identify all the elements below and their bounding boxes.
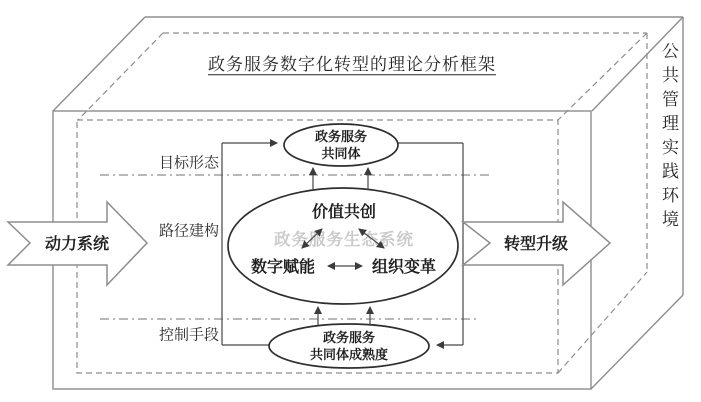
- value-cocreation-label: 价值共创: [311, 201, 377, 221]
- top-ellipse-line1: 政务服务: [314, 130, 368, 145]
- org-change-label: 组织变革: [371, 256, 437, 276]
- row-label-path-construction: 路径建构: [158, 221, 220, 240]
- bottom-ellipse-label: [310, 330, 388, 364]
- dashed-left-slant: [78, 33, 163, 120]
- bottom-ellipse-line2: 共同体成熟度: [309, 348, 389, 363]
- dashed-right-slant: [558, 33, 647, 120]
- row-label-control-means: 控制手段: [158, 325, 220, 344]
- diagram-title: 政务服务数字化转型的理论分析框架: [208, 55, 496, 76]
- watermark-text: 政务服务生态系统: [274, 230, 414, 249]
- outer-box-bottom-slant: [591, 295, 683, 389]
- digital-empowerment-label: 数字赋能: [250, 256, 316, 276]
- row-label-goal-form: 目标形态: [158, 153, 220, 172]
- dashed-bottom-slant: [558, 272, 647, 373]
- top-ellipse-label: [315, 129, 367, 163]
- dynamics-arrow-label: 动力系统: [44, 233, 110, 253]
- top-ellipse-line2: 共同体: [321, 147, 361, 162]
- upgrade-arrow-label: 转型升级: [503, 233, 569, 253]
- environment-label: 公共管理实践环境: [658, 42, 678, 234]
- bottom-ellipse-line1: 政务服务: [322, 331, 376, 346]
- outer-box-left-slant: [53, 17, 145, 111]
